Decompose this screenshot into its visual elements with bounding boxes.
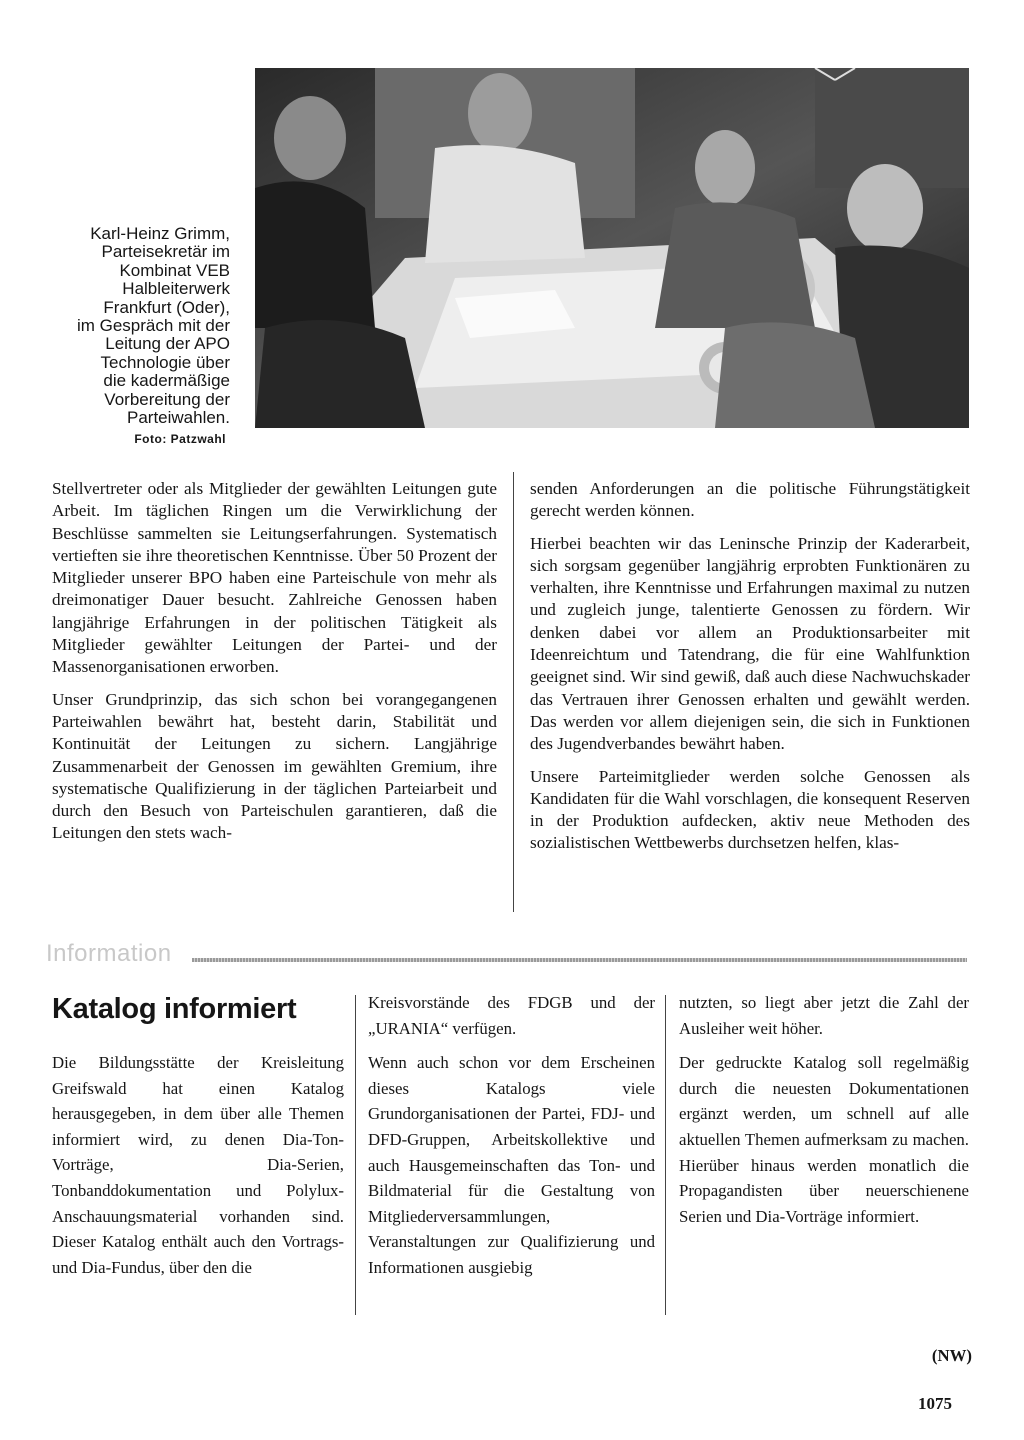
caption-line: die kadermäßige (103, 371, 230, 391)
katalog-column-1 (52, 1050, 344, 1280)
caption-line: Parteisekretär im (101, 242, 230, 262)
column-divider (355, 995, 356, 1315)
caption-line: Karl-Heinz Grimm, (90, 224, 230, 243)
paragraph: Der gedruckte Katalog soll regelmäßig durch die neuesten Dokumentationen ergänzt werden, um schnell auf alle aktuellen Themen aufmerksam zu machen. Hierüber hinaus werden monatlich die Propagandisten über neuerschienene Serien und Dia-Vorträge informiert. (679, 1053, 969, 1226)
caption-line: Vorbereitung der (104, 389, 230, 409)
column-divider (513, 472, 514, 912)
paragraph: senden Anforderungen an die politische Führungstätigkeit gerecht werden können. (530, 479, 970, 521)
section-rule (192, 958, 967, 962)
article-column-left (52, 478, 497, 845)
caption-line: Kombinat VEB (119, 260, 230, 280)
caption-line: Technologie über (100, 352, 230, 372)
paragraph: Kreisvorstände des FDGB und der „URANIA“ verfügen. (368, 993, 655, 1038)
author-signature: (NW) (931, 1346, 972, 1365)
paragraph: Wenn auch schon vor dem Erscheinen dieses Katalogs viele Grundorganisationen der Partei, FDJ- und DFD-Gruppen, Arbeitskollektive und auch Hausgemeinschaften das Ton- und Bildmaterial für die Gestaltung von Mitgliederversammlungen, Veranstaltungen zur Qualifizierung und Informationen ausgiebig (368, 1053, 655, 1277)
photo-credit: Foto: Patzwahl (134, 432, 226, 446)
section-label: Information (46, 940, 172, 967)
page-number: 1075 (918, 1394, 952, 1413)
caption-line: im Gespräch mit der (76, 316, 230, 336)
article-headline: Katalog informiert (52, 993, 297, 1025)
column-divider (665, 995, 666, 1315)
paragraph: Unsere Parteimitglieder werden solche Genossen als Kandidaten für die Wahl vorschlagen, die konsequent Reserven in der Produktion aufdecken, aktiv neue Methoden des sozialistischen Wettbewerbs durchsetzen helfen, klas- (530, 766, 970, 853)
caption-line: Leitung der APO (105, 334, 230, 354)
photo-caption (30, 225, 230, 427)
katalog-column-3 (679, 990, 969, 1229)
paragraph: Unser Grundprinzip, das sich schon bei vorangegangenen Parteiwahlen bewährt hat, besteht darin, Stabilität und Kontinuität der Leitungen zu sichern. Langjährige Zusammenarbeit der Genossen im gewählten Gremium, ihre systematische Qualifizierung in der täglichen Parteiarbeit und durch den Besuch von Parteischulen garantieren, daß die Leitungen den stets wach- (52, 689, 497, 843)
meeting-photo (255, 68, 969, 428)
paragraph: Stellvertreter oder als Mitglieder der gewählten Leitungen gute Arbeit. Im täglichen Ringen um die Verwirklichung der Beschlüsse sammelten sie Leitungserfahrungen. Systematisch vertieften sie ihre theoretischen Kenntnisse. Über 50 Prozent der Mitglieder unserer BPO haben eine Parteischule von mehr als dreimonatiger Dauer besucht. Zahlreiche Genossen haben langjährige Erfahrungen in der politischen Tätigkeit als Mitglieder gewählter Leitungen der Partei- und der Massenorganisationen erworben. (52, 479, 497, 677)
paragraph: nutzten, so liegt aber jetzt die Zahl der Ausleiher weit höher. (679, 993, 969, 1038)
caption-line: Parteiwahlen. (126, 408, 230, 428)
paragraph: Hierbei beachten wir das Leninsche Prinzip der Kaderarbeit, sich sorgsam gegenüber langjährig erprobten Funktionären zu verhalten, ihre Kenntnisse und Erfahrungen maximal zu nutzen und zugleich junge, talentierte Genossen zu fördern. Wir denken dabei vor allem an Produktionsarbeiter mit Ideenreichtum und Tatendrang, die für eine Wahlfunktion geeignet sind. Wir sind gewiß, daß auch diese Nachwuchskader das Vertrauen ihrer Genossen erhalten und gewählt werden. Das werden vor allem diejenigen sein, die sich in Funktionen des Jugendverbandes bewährt haben. (530, 533, 970, 754)
meeting-photo-graphic (255, 68, 969, 428)
article-column-right (530, 478, 970, 855)
katalog-column-2 (368, 990, 655, 1281)
paragraph: Die Bildungsstätte der Kreisleitung Greifswald hat einen Katalog herausgegeben, in dem über alle Themen informiert wird, zu denen Dia-Ton-Vorträge, Dia-Serien, Tonbanddokumentation und Polylux-Anschauungsmaterial vorhanden sind. Dieser Katalog enthält auch den Vortrags- und Dia-Fundus, über den die (52, 1053, 344, 1277)
caption-line: Frankfurt (Oder), (103, 297, 230, 317)
caption-line: Halbleiterwerk (122, 279, 230, 299)
